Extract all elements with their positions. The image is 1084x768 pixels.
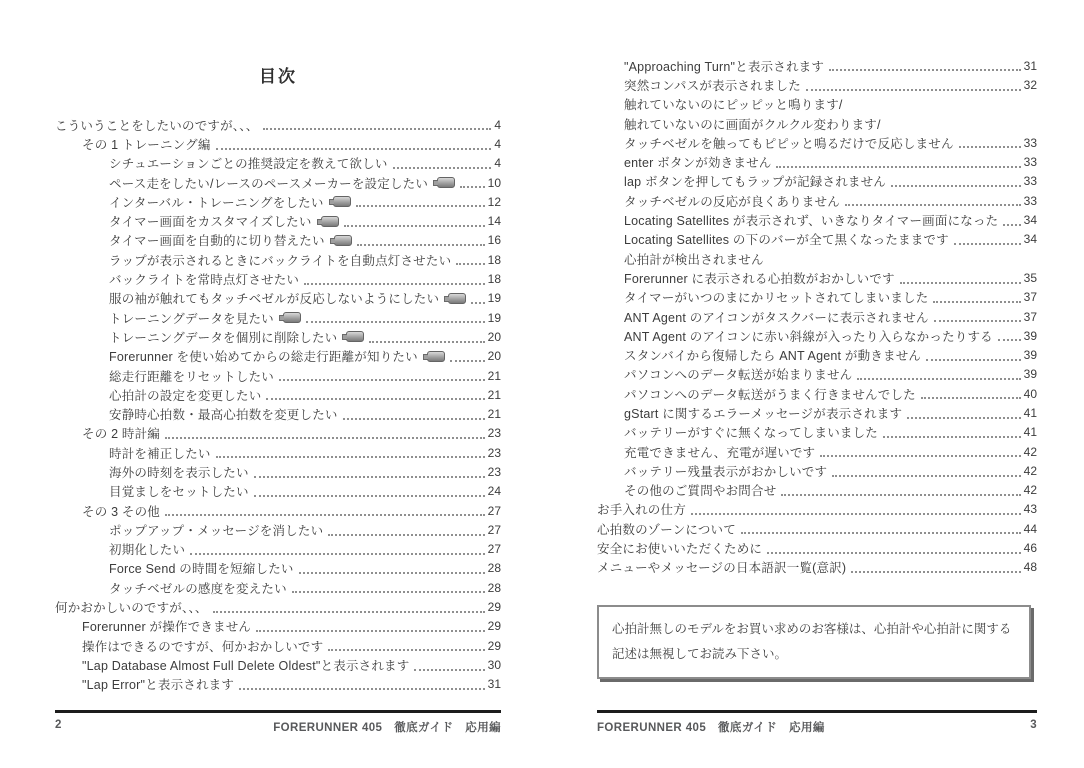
toc-entry-label: 初期化したい (109, 543, 186, 558)
leader-dots (471, 302, 484, 304)
toc-entry-label: 充電できません、充電が遅いです (624, 445, 816, 460)
toc-entry-label: スタンバイから復帰したら ANT Agent が動きません (624, 349, 922, 364)
toc-entry-label: 心拍計の設定を変更したい (109, 388, 262, 403)
leader-dots (691, 513, 1021, 515)
toc-entry (55, 211, 501, 230)
toc-entry-page: 18 (487, 252, 501, 267)
leader-dots (907, 417, 1020, 419)
toc-entry (597, 326, 1037, 345)
toc-entry-label: 操作はできるのですが、何かおかしいです (82, 639, 324, 654)
toc-entry-page: 39 (1023, 367, 1037, 382)
toc-entry-label: 心拍数のゾーンについて (597, 522, 736, 537)
toc-entry-page: 20 (487, 329, 501, 344)
page-footer-left (55, 710, 501, 735)
leader-dots (806, 89, 1021, 91)
leader-dots (393, 167, 492, 169)
toc-page-right (597, 0, 1037, 768)
leader-dots (832, 475, 1020, 477)
toc-entry (55, 115, 501, 134)
leader-dots (959, 146, 1021, 148)
toc-entry (597, 288, 1037, 307)
toc-entry (55, 655, 501, 674)
leader-dots (328, 649, 484, 651)
device-icon (448, 293, 466, 304)
toc-entry-page: 33 (1023, 135, 1037, 150)
toc-entry-page: 27 (487, 522, 501, 537)
toc-entry-label: 安静時心拍数・最高心拍数を変更したい (109, 408, 338, 423)
leader-dots (254, 495, 485, 497)
leader-dots (344, 225, 485, 227)
toc-entry-page: 30 (487, 657, 501, 672)
toc-entry-page: 19 (487, 291, 501, 306)
toc-entry-label: 海外の時刻を表示したい (109, 465, 249, 480)
toc-entry-label: タイマーがいつのまにかリセットされてしまいました (624, 291, 929, 306)
leader-dots (933, 301, 1020, 303)
toc-entry-page: 32 (1023, 77, 1037, 92)
toc-entry (597, 75, 1037, 94)
leader-dots (263, 128, 491, 130)
toc-entry-label: ANT Agent のアイコンがタスクバーに表示されません (624, 310, 929, 325)
toc-entry-page: 20 (487, 349, 501, 364)
toc-entry-page: 12 (487, 194, 501, 209)
toc-entry-label: 総走行距離をリセットしたい (109, 369, 274, 384)
notice-box (597, 605, 1031, 679)
toc-entry-label: gStart に関するエラーメッセージが表示されます (624, 406, 903, 421)
toc-entry-page: 29 (487, 600, 501, 615)
toc-entry (55, 578, 501, 597)
toc-entry-label: その他のご質問やお問合せ (624, 484, 777, 499)
toc-entry (55, 231, 501, 250)
toc-entry-label: Forerunner に表示される心拍数がおかしいです (624, 271, 895, 286)
toc-entry-page: 23 (487, 445, 501, 460)
toc-entry (597, 191, 1037, 210)
leader-dots (356, 205, 485, 207)
toc-entry (55, 501, 501, 520)
toc-entry (55, 366, 501, 385)
toc-entry-label: "Lap Database Almost Full Delete Oldest"と表示されます (82, 658, 410, 673)
leader-dots (190, 553, 484, 555)
toc-list-right (597, 56, 1037, 577)
toc-entry (597, 172, 1037, 191)
toc-entry (55, 385, 501, 404)
toc-entry (597, 210, 1037, 229)
toc-entry-label: "Approaching Turn"と表示されます (624, 59, 825, 74)
notice-text: 心拍計無しのモデルをお買い求めのお客様は、心拍計や心拍計に関する記述は無視してお読み下さい。 (612, 622, 1012, 662)
toc-entry-page: 48 (1023, 560, 1037, 575)
leader-dots (926, 359, 1021, 361)
footer-page-number: 3 (1030, 719, 1037, 731)
leader-dots (306, 321, 485, 323)
toc-entry (55, 597, 501, 616)
toc-entry-label: お手入れの仕方 (597, 503, 686, 518)
toc-entry-label: タッチベゼルの反応が良くありません (624, 194, 840, 209)
toc-entry-page: 43 (1023, 502, 1037, 517)
toc-entry-page: 31 (1023, 58, 1037, 73)
leader-dots (304, 283, 485, 285)
leader-dots (328, 534, 484, 536)
toc-entry-page: 34 (1023, 232, 1037, 247)
leader-dots (292, 591, 485, 593)
toc-entry-label: Forerunner を使い始めてからの総走行距離が知りたい (109, 350, 418, 365)
device-icon (333, 196, 351, 207)
toc-entry-page: 23 (487, 464, 501, 479)
toc-entry (597, 345, 1037, 364)
leader-dots (450, 360, 485, 362)
toc-entry-label: シチュエーションごとの推奨設定を教えて欲しい (109, 157, 388, 172)
toc-entry (597, 152, 1037, 171)
toc-entry (55, 173, 501, 192)
toc-entry-label: 突然コンパスが表示されました (624, 78, 801, 93)
toc-entry (597, 95, 1037, 114)
device-icon (283, 312, 301, 323)
leader-dots (954, 243, 1021, 245)
leader-dots (781, 494, 1020, 496)
toc-entry (55, 443, 501, 462)
toc-entry-label: 目覚ましをセットしたい (109, 485, 249, 500)
toc-entry (55, 559, 501, 578)
leader-dots (767, 552, 1021, 554)
leader-dots (256, 630, 485, 632)
toc-entry-page: 27 (487, 503, 501, 518)
device-icon (427, 351, 445, 362)
toc-entry-page: 21 (487, 387, 501, 402)
leader-dots (254, 476, 485, 478)
leader-dots (299, 572, 485, 574)
toc-entry-page: 21 (487, 407, 501, 422)
toc-entry-page: 4 (494, 156, 501, 171)
toc-entry (597, 230, 1037, 249)
footer-book-title: FORERUNNER 405 徹底ガイド 応用編 (597, 722, 825, 734)
toc-entry (55, 269, 501, 288)
toc-entry (55, 347, 501, 366)
toc-entry-label: バッテリーがすぐに無くなってしまいました (624, 426, 879, 441)
toc-entry-page: 33 (1023, 193, 1037, 208)
toc-title: 目次 (259, 67, 297, 86)
footer-rule (55, 710, 501, 713)
toc-entry (597, 133, 1037, 152)
toc-entry-page: 28 (487, 561, 501, 576)
toc-entry-label: ペース走をしたい/レースのペースメーカーを設定したい (109, 176, 429, 191)
leader-dots (456, 263, 484, 265)
footer-page-number: 2 (55, 719, 62, 731)
toc-entry-page: 37 (1023, 290, 1037, 305)
toc-entry-page: 10 (487, 175, 501, 190)
toc-entry-page: 4 (494, 136, 501, 151)
leader-dots (883, 436, 1021, 438)
toc-entry-page: 4 (494, 117, 501, 132)
device-icon (334, 235, 352, 246)
toc-entry-page: 27 (487, 542, 501, 557)
toc-entry-label: Forerunner が操作できません (82, 620, 252, 635)
toc-entry-page: 33 (1023, 155, 1037, 170)
toc-entry-label: 触れていないのに画面がクルクル変わります/ (624, 117, 881, 132)
toc-entry (597, 365, 1037, 384)
leader-dots (343, 418, 485, 420)
toc-entry-label: Locating Satellites の下のバーが全て黒くなったままです (624, 233, 949, 248)
toc-entry-page: 39 (1023, 348, 1037, 363)
toc-entry-label: パソコンへのデータ転送が始まりません (624, 368, 853, 383)
leader-dots (165, 437, 485, 439)
toc-entry (55, 636, 501, 655)
toc-entry (597, 307, 1037, 326)
leader-dots (460, 186, 485, 188)
toc-entry-label: Force Send の時間を短縮したい (109, 562, 294, 577)
toc-entry-page: 29 (487, 619, 501, 634)
toc-entry (55, 482, 501, 501)
leader-dots (857, 378, 1020, 380)
leader-dots (900, 282, 1021, 284)
toc-entry-page: 19 (487, 310, 501, 325)
toc-entry (597, 519, 1037, 538)
toc-entry-page: 16 (487, 233, 501, 248)
toc-entry-label: トレーニングデータを個別に削除したい (109, 330, 338, 345)
toc-entry (55, 540, 501, 559)
toc-entry-label: lap ボタンを押してもラップが記録されません (624, 175, 887, 190)
toc-entry-label: enter ボタンが効きません (624, 156, 772, 171)
toc-entry (597, 403, 1037, 422)
leader-dots (829, 69, 1021, 71)
leader-dots (998, 339, 1021, 341)
leader-dots (216, 148, 492, 150)
toc-entry-label: ポップアップ・メッセージを消したい (109, 523, 324, 538)
toc-entry-label: タイマー画面を自動的に切り替えたい (109, 234, 325, 249)
page-footer-right (597, 710, 1037, 735)
toc-entry (597, 538, 1037, 557)
toc-entry-page: 31 (487, 677, 501, 692)
toc-entry-page: 42 (1023, 483, 1037, 498)
leader-dots (279, 379, 485, 381)
toc-entry (597, 56, 1037, 75)
leader-dots (851, 571, 1020, 573)
toc-entry-page: 35 (1023, 270, 1037, 285)
device-icon (346, 331, 364, 342)
toc-entry-page: 41 (1023, 425, 1037, 440)
toc-entry-label: タッチベゼルの感度を変えたい (109, 581, 287, 596)
toc-entry-label: その 3 その他 (82, 504, 160, 519)
toc-entry (597, 481, 1037, 500)
toc-entry (55, 424, 501, 443)
toc-entry (597, 268, 1037, 287)
toc-entry-label: タイマー画面をカスタマイズしたい (109, 215, 312, 230)
toc-entry-page: 18 (487, 272, 501, 287)
toc-entry (55, 617, 501, 636)
toc-entry-label: 心拍計が検出されません (624, 252, 764, 267)
leader-dots (776, 166, 1020, 168)
toc-entry-page: 23 (487, 426, 501, 441)
toc-entry-page: 24 (487, 484, 501, 499)
toc-entry-page: 21 (487, 368, 501, 383)
leader-dots (165, 514, 485, 516)
toc-entry-page: 37 (1023, 309, 1037, 324)
toc-entry (597, 442, 1037, 461)
leader-dots (216, 456, 485, 458)
toc-entry-label: その 2 時計編 (82, 427, 160, 442)
leader-dots (369, 341, 484, 343)
footer-rule (597, 710, 1037, 713)
leader-dots (266, 398, 484, 400)
toc-entry-label: 何かおかしいのですが、、、 (55, 601, 208, 616)
toc-entry-label: バックライトを常時点灯させたい (109, 273, 300, 288)
toc-entry-page: 46 (1023, 541, 1037, 556)
leader-dots (845, 204, 1021, 206)
toc-entry-label: 触れていないのにピッピッと鳴ります/ (624, 98, 843, 113)
toc-entry-label: その 1 トレーニング編 (82, 137, 211, 152)
toc-entry (55, 327, 501, 346)
toc-page-left (55, 0, 501, 768)
toc-entry (55, 675, 501, 694)
toc-entry-label: "Lap Error"と表示されます (82, 678, 235, 693)
toc-entry (597, 461, 1037, 480)
toc-entry (55, 192, 501, 211)
toc-entry-label: 服の袖が触れてもタッチベゼルが反応しないようにしたい (109, 292, 440, 307)
toc-list-left (55, 115, 501, 694)
leader-dots (357, 244, 485, 246)
toc-entry (597, 384, 1037, 403)
footer-book-title: FORERUNNER 405 徹底ガイド 応用編 (273, 722, 501, 734)
leader-dots (741, 532, 1021, 534)
toc-entry (55, 520, 501, 539)
device-icon (437, 177, 455, 188)
toc-entry-label: ラップが表示されるときにバックライトを自動点灯させたい (109, 253, 452, 268)
toc-entry (55, 154, 501, 173)
toc-entry-label: 時計を補正したい (109, 446, 211, 461)
toc-entry-label: バッテリー残量表示がおかしいです (624, 464, 828, 479)
toc-entry-page: 44 (1023, 521, 1037, 536)
toc-entry (55, 250, 501, 269)
toc-entry-page: 33 (1023, 174, 1037, 189)
toc-entry-page: 39 (1023, 328, 1037, 343)
toc-entry (55, 134, 501, 153)
device-icon (321, 216, 339, 227)
toc-entry-label: トレーニングデータを見たい (109, 311, 274, 326)
toc-entry-label: 安全にお使いいただくために (597, 542, 763, 557)
toc-entry-label: インターバル・トレーニングをしたい (109, 195, 324, 210)
toc-entry (597, 558, 1037, 577)
leader-dots (239, 688, 485, 690)
toc-entry-page: 34 (1023, 213, 1037, 228)
leader-dots (213, 611, 485, 613)
toc-entry (55, 462, 501, 481)
toc-entry-label: メニューやメッセージの日本語訳一覧(意訳) (597, 561, 847, 576)
toc-entry-page: 28 (487, 580, 501, 595)
leader-dots (820, 455, 1020, 457)
leader-dots (921, 397, 1021, 399)
toc-entry (597, 500, 1037, 519)
toc-entry-page: 14 (487, 214, 501, 229)
leader-dots (891, 185, 1021, 187)
toc-entry (55, 404, 501, 423)
toc-entry-label: Locating Satellites が表示されず、いきなりタイマー画面になった (624, 214, 999, 229)
toc-entry-page: 42 (1023, 463, 1037, 478)
toc-entry-page: 41 (1023, 405, 1037, 420)
leader-dots (1003, 224, 1020, 226)
leader-dots (934, 320, 1021, 322)
toc-entry (597, 114, 1037, 133)
toc-entry-page: 40 (1023, 386, 1037, 401)
toc-entry (597, 249, 1037, 268)
toc-entry-page: 29 (487, 638, 501, 653)
toc-entry-page: 42 (1023, 444, 1037, 459)
toc-entry-label: ANT Agent のアイコンに赤い斜線が入ったり入らなかったりする (624, 329, 993, 344)
toc-entry (55, 289, 501, 308)
toc-entry-label: パソコンへのデータ転送がうまく行きませんでした (624, 387, 916, 402)
toc-entry (55, 308, 501, 327)
toc-entry-label: こういうことをしたいのですが、、、 (55, 118, 259, 133)
leader-dots (414, 669, 484, 671)
toc-entry (597, 423, 1037, 442)
toc-entry-label: タッチベゼルを触ってもピピッと鳴るだけで反応しません (624, 136, 954, 151)
